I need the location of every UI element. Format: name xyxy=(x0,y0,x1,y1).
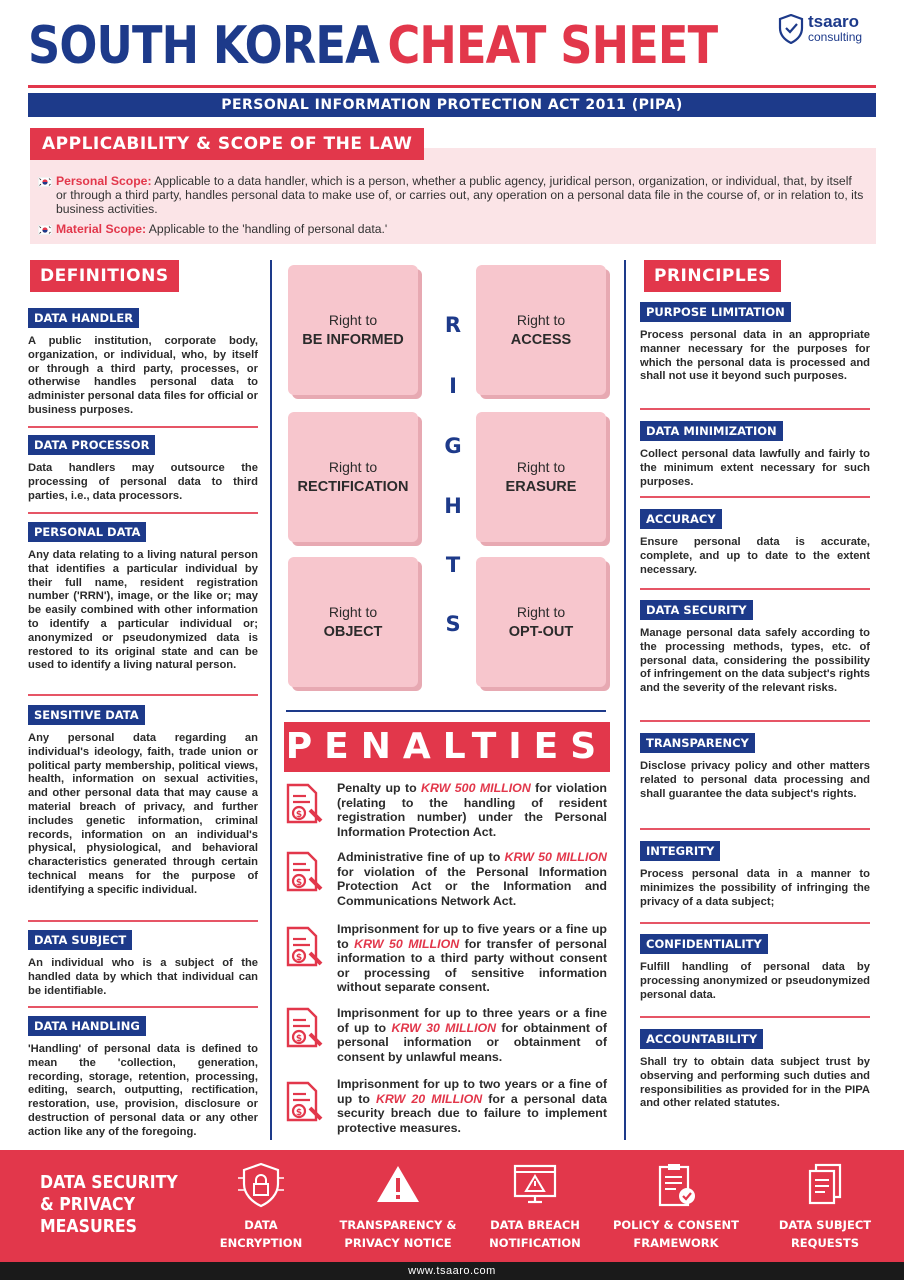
right-prefix: Right to xyxy=(516,459,566,475)
definition-title: DATA PROCESSOR xyxy=(28,435,155,455)
principle-text: Process personal data in an appropriate manner necessary for the purposes for which the personal data is processed and shall not use it beyond such purposes. xyxy=(640,329,870,383)
principle-data-minimization xyxy=(640,421,870,489)
rights-letter: S xyxy=(445,612,461,636)
principle-text: Fulfill handling of personal data by processing anonymized or pseudonymized personal data. xyxy=(640,961,870,1001)
right-card-opt-out xyxy=(476,557,606,687)
measure-breach-notification: DATA BREACH NOTIFICATION xyxy=(470,1160,600,1252)
right-name: RECTIFICATION xyxy=(297,479,409,495)
principle-title: ACCOUNTABILITY xyxy=(640,1029,763,1049)
right-name: OPT-OUT xyxy=(508,624,574,640)
documents-icon xyxy=(800,1160,850,1210)
penalty-item: Penalty up to KRW 500 MILLION for violation (relating to the handling of resident registration number) under the Personal Information Protection Act. xyxy=(337,781,607,839)
svg-text:$: $ xyxy=(295,810,303,820)
measure-label: POLICY & CONSENT xyxy=(612,1218,740,1232)
principle-title: DATA MINIMIZATION xyxy=(640,421,783,441)
definition-title: DATA HANDLING xyxy=(28,1016,146,1036)
divider xyxy=(28,920,258,922)
definition-personal-data xyxy=(28,522,258,673)
right-card-rectification xyxy=(288,412,418,542)
penalty-amount: KRW 50 MILLION xyxy=(504,850,607,864)
logo-subtitle: consulting xyxy=(808,30,863,44)
measure-label: TRANSPARENCY & xyxy=(339,1218,457,1232)
rights-letter: G xyxy=(444,434,462,458)
clipboard-check-icon xyxy=(651,1160,701,1210)
right-prefix: Right to xyxy=(516,604,566,620)
definition-text: A public institution, corporate body, organization, or individual, who, by itself or through a third party, processes, or otherwise handles personal data to administer personal data files for official or business purposes. xyxy=(28,335,258,416)
fine-document-icon xyxy=(284,1080,324,1124)
principle-text: Manage personal data safely according to the processing methods, types, etc. of personal data, considering the possibility of infringement on the data subject's rights and the severity of the relevant risks. xyxy=(640,627,870,695)
page-title xyxy=(28,14,717,78)
svg-text:$: $ xyxy=(295,1108,303,1118)
divider xyxy=(28,1006,258,1008)
korea-flag-icon xyxy=(38,225,52,235)
divider xyxy=(640,1016,870,1018)
principle-title: INTEGRITY xyxy=(640,841,720,861)
measure-policy-framework: POLICY & CONSENT FRAMEWORK xyxy=(611,1160,741,1252)
right-card-object xyxy=(288,557,418,687)
right-prefix: Right to xyxy=(516,312,566,328)
principle-title: PURPOSE LIMITATION xyxy=(640,302,791,322)
definition-title: DATA SUBJECT xyxy=(28,930,132,950)
principle-text: Shall try to obtain data subject trust by observing and performing such duties and responsibilities as provided for in the PIPA and other related statutes. xyxy=(640,1056,870,1110)
definition-title: DATA HANDLER xyxy=(28,308,139,328)
principle-title: DATA SECURITY xyxy=(640,600,753,620)
principles-heading: PRINCIPLES xyxy=(644,260,781,292)
penalty-item: Administrative fine of up to KRW 50 MILLION for violation of the Personal Information Protection Act or the Information and Communications Network Act. xyxy=(337,850,607,908)
rights-letter: H xyxy=(444,494,462,518)
shield-logo-icon xyxy=(778,14,804,44)
definition-text: 'Handling' of personal data is defined to mean the 'collection, generation, recording, storage, retention, processing, editing, search, outputting, rectification, restoration, use, provision, disclosure or destruction of personal data or any other action like any of the foregoing. xyxy=(28,1043,258,1138)
fine-document-icon xyxy=(284,850,324,894)
definition-data-subject xyxy=(28,930,258,998)
right-name: BE INFORMED xyxy=(302,332,404,348)
divider xyxy=(640,922,870,924)
penalty-amount: KRW 30 MILLION xyxy=(391,1020,497,1035)
principle-title: ACCURACY xyxy=(640,509,722,529)
measure-subject-requests: DATA SUBJECT REQUESTS xyxy=(760,1160,890,1252)
monitor-alert-icon xyxy=(510,1160,560,1210)
measure-label: DATA xyxy=(244,1218,278,1232)
right-name: ERASURE xyxy=(505,479,577,495)
svg-text:$: $ xyxy=(295,953,303,963)
fine-document-icon xyxy=(284,1006,324,1050)
right-prefix: Right to xyxy=(328,459,378,475)
logo-name: tsaaro xyxy=(808,12,860,31)
principle-data-security xyxy=(640,600,870,696)
definition-data-handler xyxy=(28,308,258,418)
rights-letter: I xyxy=(449,374,457,398)
right-name: OBJECT xyxy=(323,624,383,640)
principle-transparency xyxy=(640,733,870,801)
act-title: PERSONAL INFORMATION PROTECTION ACT 2011 (PIPA) xyxy=(28,93,876,117)
material-scope-text: Applicable to the 'handling of personal data.' xyxy=(146,222,388,236)
penalties-rule xyxy=(286,710,606,712)
divider xyxy=(28,426,258,428)
definition-text: Data handlers may outsource the processing of personal data to third parties, i.e., data processors. xyxy=(28,462,258,502)
warning-triangle-icon xyxy=(373,1160,423,1210)
measure-transparency-notice: TRANSPARENCY & PRIVACY NOTICE xyxy=(333,1160,463,1252)
right-card-be-informed xyxy=(288,265,418,395)
divider xyxy=(28,694,258,696)
material-scope xyxy=(38,222,387,236)
penalty-item: Imprisonment for up to three years or a fine of up to KRW 30 MILLION for obtainment of personal information or obtainment of consent by unlawful means. xyxy=(337,1006,608,1064)
right-prefix: Right to xyxy=(328,312,378,328)
principle-purpose-limitation xyxy=(640,302,870,384)
definition-text: Any personal data regarding an individual's ideology, faith, trade union or political party membership, political views, health, information on sexual activities, and other personal data that may cause a material breach of privacy, and further includes genetic information, criminal records, information on an individual's physical, physiological, and behavioral characteristics generated through certain technical means for the purpose of identifying a specific individual. xyxy=(28,732,258,896)
scope-box xyxy=(30,148,876,244)
right-card-erasure xyxy=(476,412,606,542)
penalty-item: Imprisonment for up to two years or a fine of up to KRW 20 MILLION for a personal data security breach due to failure to implement protective measures. xyxy=(337,1077,607,1135)
fine-document-icon xyxy=(284,782,324,826)
right-prefix: Right to xyxy=(328,604,378,620)
principle-accuracy xyxy=(640,509,870,577)
left-divider xyxy=(270,260,272,1140)
penalty-amount: KRW 20 MILLION xyxy=(375,1091,483,1106)
material-scope-label: Material Scope: xyxy=(56,222,147,236)
measure-label: DATA SUBJECT xyxy=(778,1218,872,1232)
red-rule xyxy=(28,85,876,88)
definition-data-processor xyxy=(28,435,258,503)
definition-text: An individual who is a subject of the handled data by which that individual can be identifiable. xyxy=(28,957,258,997)
definition-title: SENSITIVE DATA xyxy=(28,705,145,725)
right-name: ACCESS xyxy=(510,332,572,348)
divider xyxy=(28,512,258,514)
principle-accountability xyxy=(640,1029,870,1111)
right-divider xyxy=(624,260,626,1140)
penalty-amount: KRW 50 MILLION xyxy=(354,936,460,951)
svg-text:$: $ xyxy=(295,878,303,888)
scope-heading: APPLICABILITY & SCOPE OF THE LAW xyxy=(30,128,424,160)
measure-label: DATA BREACH xyxy=(490,1218,580,1232)
divider xyxy=(640,588,870,590)
divider xyxy=(640,828,870,830)
rights-letter: T xyxy=(445,553,461,577)
act-banner xyxy=(28,85,876,119)
principle-text: Disclose privacy policy and other matters related to personal data processing and shall guarantee the data subject's rights. xyxy=(640,760,870,800)
principle-integrity xyxy=(640,841,870,909)
definitions-heading: DEFINITIONS xyxy=(30,260,179,292)
principle-text: Process personal data in a manner to minimizes the possibility of infringing the privacy of a data subject; xyxy=(640,868,870,908)
svg-text:$: $ xyxy=(295,1034,303,1044)
divider xyxy=(640,496,870,498)
title-cheat-sheet: CHEAT SHEET xyxy=(387,16,718,76)
definition-title: PERSONAL DATA xyxy=(28,522,146,542)
korea-flag-icon xyxy=(38,177,52,187)
personal-scope xyxy=(38,174,864,216)
definition-text: Any data relating to a living natural person that identifies a particular individual by their full name, resident registration number ('RRN'), image, or the like or; may be easily combined with other information to identify a particular individual or; anonymized or pseudonymized data is restored to its original state and can be used to identify a living natural person. xyxy=(28,549,258,672)
penalty-amount: KRW 500 MILLION xyxy=(421,781,531,795)
principle-confidentiality xyxy=(640,934,870,1002)
divider xyxy=(640,408,870,410)
principle-text: Collect personal data lawfully and fairly to the minimum extent necessary for such purposes. xyxy=(640,448,870,488)
principle-text: Ensure personal data is accurate, complete, and up to date to the extent necessary. xyxy=(640,536,870,576)
principle-title: TRANSPARENCY xyxy=(640,733,755,753)
penalty-item: Imprisonment for up to five years or a fine up to KRW 50 MILLION for transfer of personal information to a third party without consent or processing of sensitive information without separate consent. xyxy=(337,922,607,994)
fine-document-icon xyxy=(284,925,324,969)
penalties-heading: PENALTIES xyxy=(284,722,610,772)
principle-title: CONFIDENTIALITY xyxy=(640,934,768,954)
definition-data-handling xyxy=(28,1016,258,1140)
shield-lock-icon xyxy=(236,1160,286,1210)
website-link[interactable]: www.tsaaro.com xyxy=(0,1262,904,1280)
divider xyxy=(640,720,870,722)
title-country: SOUTH KOREA xyxy=(28,16,379,76)
measure-data-encryption: DATA ENCRYPTION xyxy=(196,1160,326,1252)
footer-title: DATA SECURITY & PRIVACY MEASURES xyxy=(40,1173,178,1237)
rights-letter: R xyxy=(444,313,462,337)
definition-sensitive-data xyxy=(28,705,258,898)
footer-measures xyxy=(0,1150,904,1262)
personal-scope-label: Personal Scope: xyxy=(56,174,152,188)
tsaaro-logo xyxy=(778,12,878,48)
personal-scope-text: Applicable to a data handler, which is a person, whether a public agency, juridical person, organization, or individual, that, by itself or through a third party, handles personal data to make use of, or carries out, any operation on a personal data file in the course of, or in relation to, its business activities. xyxy=(56,174,864,216)
right-card-access xyxy=(476,265,606,395)
